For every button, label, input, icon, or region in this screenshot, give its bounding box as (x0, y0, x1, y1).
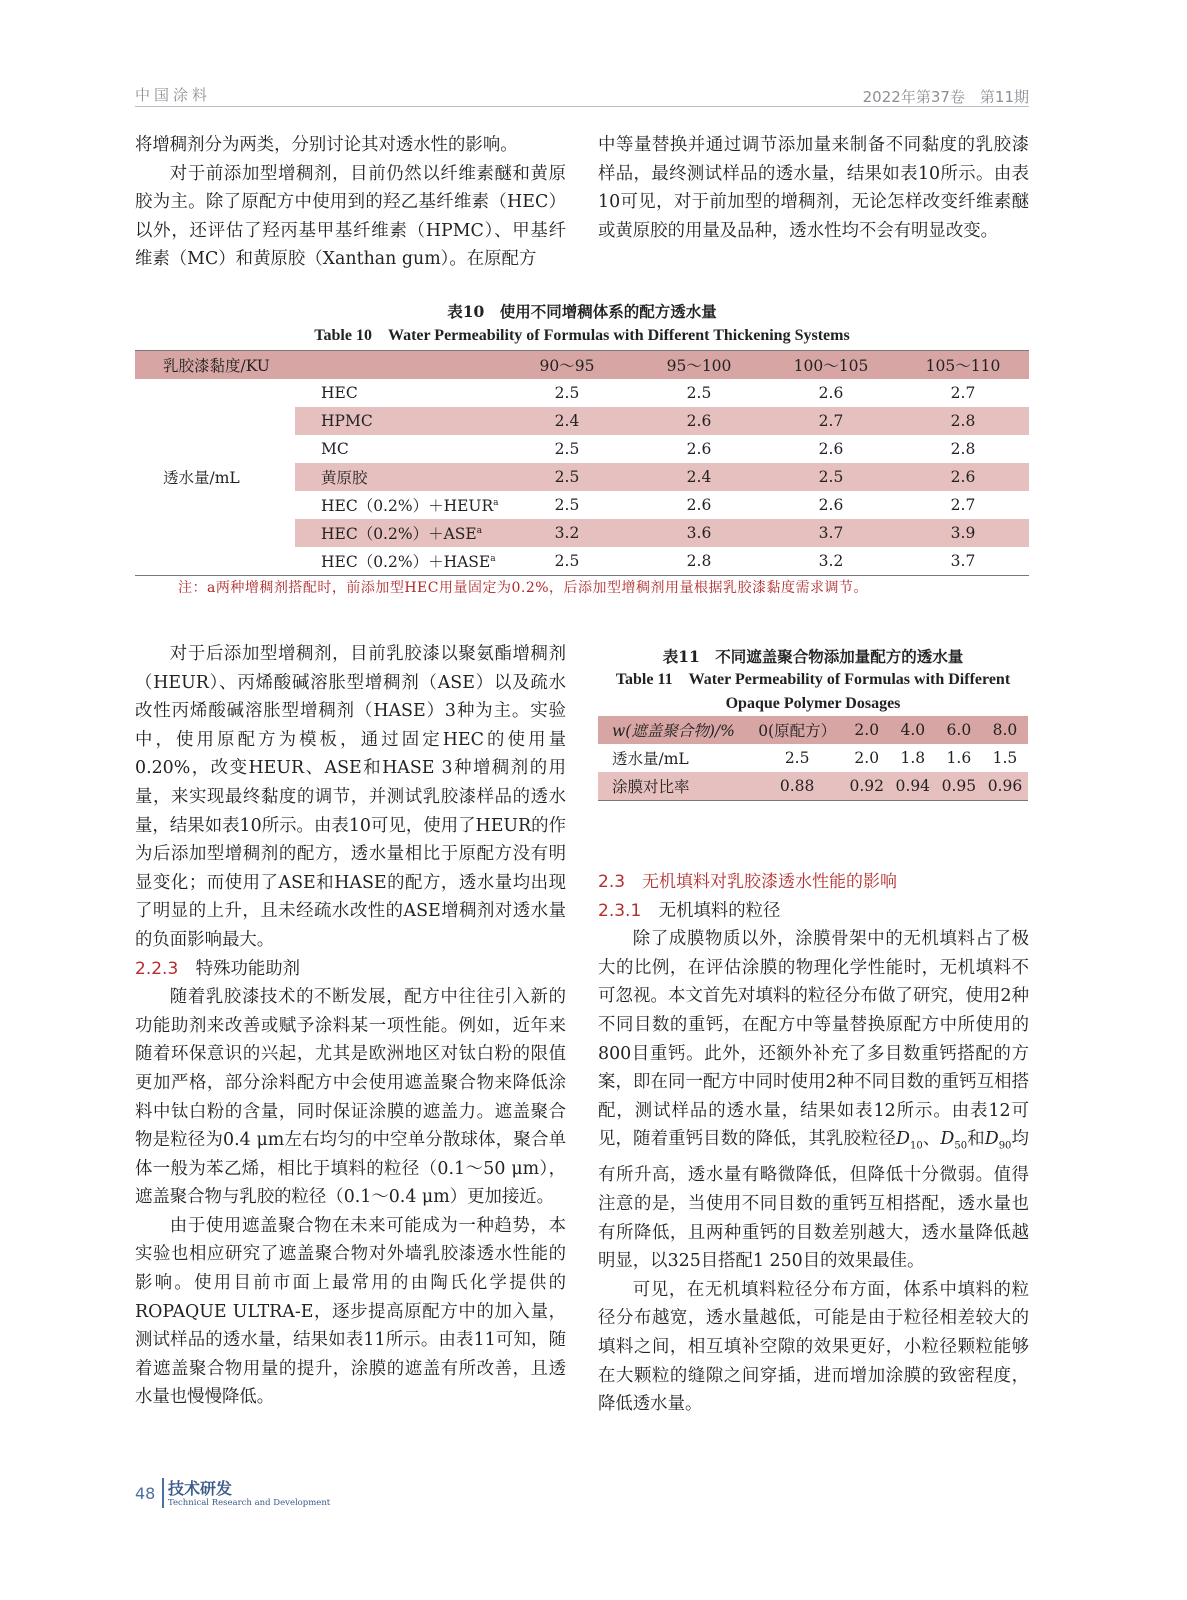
table11-title-en-2: Opaque Polymer Dosages (725, 695, 901, 712)
header-cell: 乳胶漆黏度/KU (163, 357, 270, 375)
cell: 2.5 (554, 440, 580, 458)
subscript: 50 (954, 1140, 968, 1152)
symbol-d: D (940, 1129, 955, 1150)
header-cell: 8.0 (992, 721, 1018, 739)
table-row (598, 744, 1028, 772)
paragraph: 将增稠剂分为两类，分别讨论其对透水性的影响。 (135, 135, 518, 155)
page-number: 48 (135, 1484, 156, 1503)
cell: 3.2 (818, 552, 844, 570)
cell: 2.7 (950, 384, 976, 402)
paragraph: 可见，在无机填料粒径分布方面，体系中填料的粒径分布越宽，透水量越低，可能是由于粒径相差较大的填料之间，相互填补空隙的效果更好，小粒径颗粒能够在大颗粒的缝隙之间穿插，进而增加涂膜的致密程度，降低透水量。 (598, 1279, 1029, 1415)
top-right-column (598, 131, 1029, 245)
cell: 2.8 (686, 552, 712, 570)
section-heading-2-3 (598, 868, 1029, 897)
header-divider (135, 106, 1029, 107)
cell: 3.6 (686, 524, 712, 542)
cell: 1.5 (992, 749, 1018, 767)
row-label-text: HEC（0.2%）＋ASE (321, 525, 477, 543)
footnote-mark: a (493, 497, 499, 508)
section-heading-2-3-1 (598, 897, 1029, 926)
paragraph: 对于前添加型增稠剂，目前仍然以纤维素醚和黄原胶为主。除了原配方中使用到的羟乙基纤维素（HEC）以外，还评估了羟丙基甲基纤维素（HPMC）、甲基纤维素（MC）和黄原胶（Xanthan gum）。在原配方 (135, 163, 566, 270)
table10 (135, 350, 1029, 576)
cell: 0.88 (779, 777, 815, 795)
cell: 2.0 (854, 749, 880, 767)
cell: 2.5 (784, 749, 810, 767)
cell: 2.5 (554, 496, 580, 514)
footer-divider (162, 1478, 164, 1508)
row-label (295, 491, 501, 519)
paragraph (598, 925, 1029, 1276)
section-number: 2.2.3 (135, 958, 179, 979)
table-row (598, 772, 1028, 801)
cell: 2.5 (554, 468, 580, 486)
cell: 1.8 (900, 749, 926, 767)
journal-name: 中国涂料 (135, 86, 212, 104)
header-cell: 2.0 (854, 721, 880, 739)
cell: 2.5 (686, 384, 712, 402)
cell: 2.8 (950, 440, 976, 458)
row-label: HEC (321, 384, 358, 402)
cell: 3.2 (554, 524, 580, 542)
cell: 2.5 (554, 552, 580, 570)
paragraph: 对于后添加型增稠剂，目前乳胶漆以聚氨酯增稠剂（HEUR）、丙烯酸碱溶胀型增稠剂（ASE）以及疏水改性丙烯酸碱溶胀型增稠剂（HASE）3种为主。实验中，使用原配方为模板，通过固定HEC的使用量0.20%，改变HEUR、ASE和HASE 3种增稠剂的用量，来实现最终黏度的调节，并测试乳胶漆样品的透水量，结果如表10所示。由表10可见，使用了HEUR的作为后添加型增稠剂的配方，透水量相比于原配方没有明显变化；而使用了ASE和HASE的配方，透水量均出现了明显的上升，且未经疏水改性的ASE增稠剂对透水量的负面影响最大。 (135, 644, 566, 950)
table10-note: 注：a两种增稠剂搭配时，前添加型HEC用量固定为0.2%，后添加型增稠剂用量根据乳胶漆黏度需求调节。 (178, 580, 869, 596)
row-label: MC (321, 440, 349, 458)
header-cell: 0(原配方） (758, 722, 837, 740)
header-cell: 105～110 (925, 357, 1001, 375)
table10-title-cn: 表10 使用不同增稠体系的配方透水量 (447, 302, 717, 321)
cell: 2.6 (818, 384, 844, 402)
cell: 2.6 (686, 440, 712, 458)
cell: 0.96 (987, 777, 1023, 795)
section-number: 2.3 (598, 872, 626, 892)
section-title: 无机填料的粒径 (658, 900, 781, 921)
footnote-mark: a (490, 553, 496, 564)
table11-title-cn: 表11 不同遮盖聚合物添加量配方的透水量 (662, 647, 964, 666)
footer-section-cn: 技术研发 (168, 1479, 233, 1498)
cell: 2.6 (686, 412, 712, 430)
header-cell: 6.0 (946, 721, 972, 739)
header-cell: 4.0 (900, 721, 926, 739)
cell: 3.9 (950, 524, 976, 542)
cell: 2.4 (686, 468, 712, 486)
cell: 3.7 (950, 552, 976, 570)
cell: 2.5 (818, 468, 844, 486)
header-cell: w(遮盖聚合物)/% (612, 722, 735, 740)
cell: 0.95 (941, 777, 977, 795)
row-label (295, 519, 501, 547)
table-row (135, 379, 1029, 407)
cell: 2.7 (818, 412, 844, 430)
paragraph: 由于使用遮盖聚合物在未来可能成为一种趋势，本实验也相应研究了遮盖聚合物对外墙乳胶漆透水性能的影响。使用目前市面上最常用的由陶氏化学提供的ROPAQUE ULTRA-E，逐步提高原配方中的加入量，测试样品的透水量，结果如表11所示。由表11可知，随着遮盖聚合物用量的提升，涂膜的遮盖有所改善，且透水量也慢慢降低。 (135, 1215, 566, 1408)
table-header-row (135, 351, 1029, 380)
symbol-d: D (984, 1129, 999, 1150)
cell: 2.7 (950, 496, 976, 514)
cell: 2.8 (950, 412, 976, 430)
paragraph: 中等量替换并通过调节添加量来制备不同黏度的乳胶漆样品，最终测试样品的透水量，结果如表10所示。由表10可见，对于前加型的增稠剂，无论怎样改变纤维素醚或黄原胶的用量及品种，透水性均不会有明显改变。 (598, 135, 1029, 241)
table-header-row (598, 716, 1028, 744)
footnote-mark: a (476, 525, 483, 536)
row-label-text: HEC（0.2%）＋HEUR (321, 497, 494, 515)
subscript: 90 (998, 1140, 1012, 1152)
text: 、 (922, 1129, 941, 1150)
row-label: 透水量/mL (612, 750, 689, 768)
cell: 2.6 (950, 468, 976, 486)
group-label: 透水量/mL (163, 469, 240, 487)
table10-title-en: Table 10 Water Permeability of Formulas with Different Thickening Systems (314, 327, 850, 344)
subscript: 10 (909, 1140, 923, 1152)
section-title: 无机填料对乳胶漆透水性能的影响 (642, 872, 898, 892)
issue-info: 2022年第37卷 第11期 (862, 88, 1029, 106)
row-label: 涂膜对比率 (612, 778, 690, 796)
top-left-column (135, 131, 566, 274)
cell: 2.6 (686, 496, 712, 514)
row-label: 黄原胶 (321, 469, 368, 487)
text: 均有所升高，透水量有略微降低，但降低十分微弱。值得注意的是，当使用不同目数的重钙互相搭配，透水量也有所降低，且两种重钙的目数差别越大，透水量降低越明显，以325目搭配1 250目的效果最佳。 (598, 1129, 1029, 1272)
paragraph: 随着乳胶漆技术的不断发展，配方中往往引入新的功能助剂来改善或赋予涂料某一项性能。例如，近年来随着环保意识的兴起，尤其是欧洲地区对钛白粉的限值更加严格，部分涂料配方中会使用遮盖聚合物来降低涂料中钛白粉的含量，同时保证涂膜的遮盖力。遮盖聚合物是粒径为0.4 μm左右均匀的中空单分散球体，聚合单体一般为苯乙烯，相比于填料的粒径（0.1～50 μm），遮盖聚合物与乳胶的粒径（0.1～0.4 μm）更加接近。 (135, 987, 566, 1208)
header-cell: 90～95 (539, 357, 595, 375)
bottom-left-column (135, 640, 566, 1412)
footer-section-en: Technical Research and Development (168, 1498, 331, 1508)
section-number: 2.3.1 (598, 900, 642, 921)
cell: 0.94 (895, 777, 931, 795)
symbol-d: D (896, 1129, 910, 1150)
cell: 2.4 (554, 412, 580, 430)
cell: 1.6 (946, 749, 972, 767)
header-cell: 95～100 (666, 357, 732, 375)
cell: 2.6 (818, 496, 844, 514)
table11 (598, 716, 1028, 801)
cell: 0.92 (849, 777, 884, 795)
bottom-right-column (598, 868, 1029, 1419)
section-title: 特殊功能助剂 (195, 958, 301, 979)
text: 和 (967, 1129, 985, 1150)
cell: 2.6 (818, 440, 844, 458)
cell: 3.7 (818, 524, 844, 542)
table11-title-en: Table 11 Water Permeability of Formulas with Different (615, 671, 1011, 688)
cell: 2.5 (554, 384, 580, 402)
header-cell: 100～105 (793, 357, 869, 375)
row-label: HPMC (321, 412, 373, 430)
text: 除了成膜物质以外，涂膜骨架中的无机填料占了极大的比例，在评估涂膜的物理化学性能时，无机填料不可忽视。本文首先对填料的粒径分布做了研究，使用2种不同目数的重钙，在配方中等量替换原配方中所使用的800目重钙。此外，还额外补充了多目数重钙搭配的方案，即在同一配方中同时使用2种不同目数的重钙互相搭配，测试样品的透水量，结果如表12所示。由表12可见，随着重钙目数的降低，其乳胶粒径 (598, 929, 1029, 1150)
section-heading-2-2-3 (135, 955, 566, 984)
row-label-text: HEC（0.2%）＋HASE (321, 553, 491, 571)
row-label (295, 547, 501, 576)
